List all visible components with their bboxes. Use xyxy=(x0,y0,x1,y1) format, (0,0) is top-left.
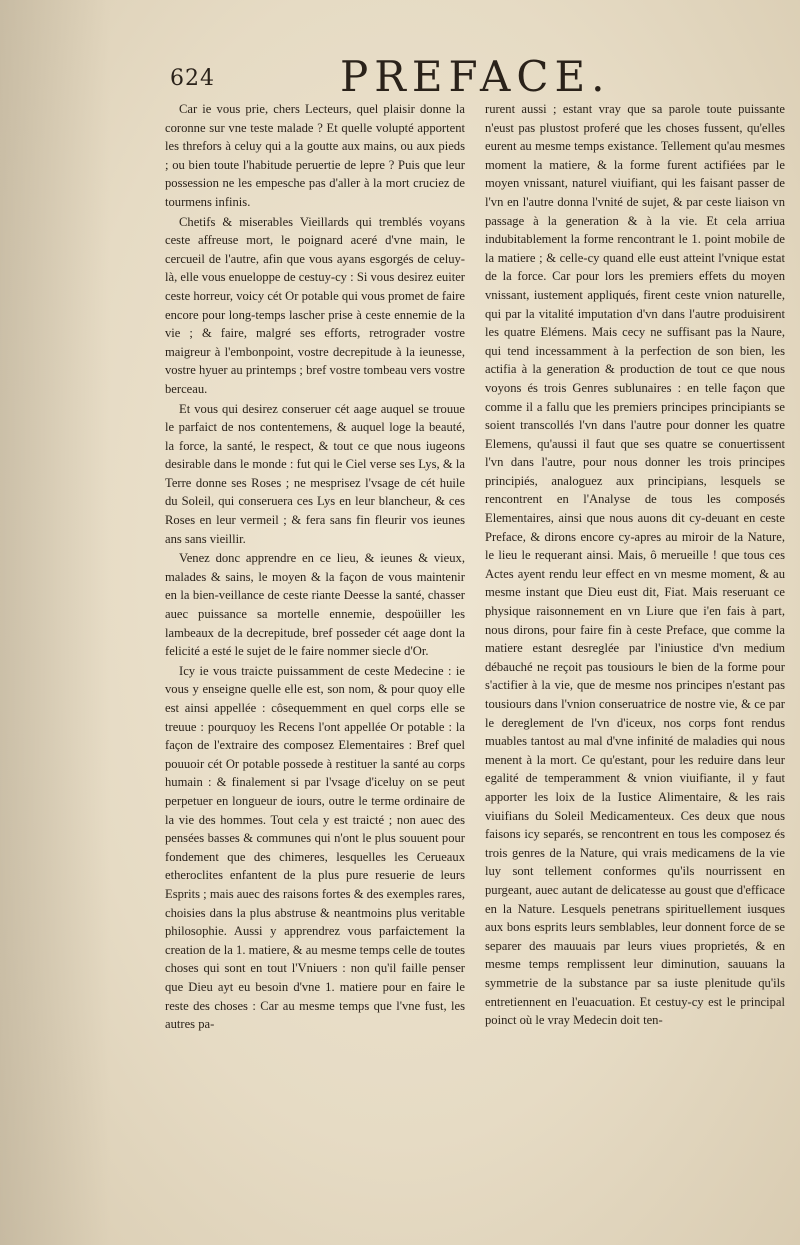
page-gutter-shadow xyxy=(0,0,110,1245)
running-title: PREFACE. xyxy=(340,52,611,101)
left-text-column xyxy=(165,100,465,1220)
page-header xyxy=(170,52,800,101)
paragraph: Venez donc apprendre en ce lieu, & ieunes & vieux, malades & sains, le moyen & la façon de vous maintenir en la bien-veillance de ceste riante Deesse la santé, chasser auec puissance sa mortelle ennemie, despoüiller les lambeaux de la decrepitude, bref posseder cét aage dont la felicité a esté le sujet de le faire nommer siecle d'Or. xyxy=(165,551,465,659)
paragraph: Et vous qui desirez conseruer cét aage auquel se trouue le parfaict de nos contentemens, & auquel loge la beauté, la force, la santé, le respect, & tout ce que nous iugeons desirable dans le monde : fut qui le Ciel verse ses Lys, & la Terre donne ses Roses ; ne mesprisez l'vsage de cét huile du Soleil, qui conseruera ces Lys en leur blancheur, & ces Roses en leur vermeil ; & fera sans fin fleurir vos ieunes ans sans vieillir. xyxy=(165,401,465,546)
paragraph: Chetifs & miserables Vieillards qui tremblés voyans ceste affreuse mort, le poignard aceré d'vne main, le cercueil de l'autre, afin que vous ayans esgorgés de celuy-là, elle vous enueloppe de cestuy-cy : Si vous desirez euiter ceste horreur, voicy cét Or potable qui vous promet de faire encore pour long-temps lascher prise à ceste ennemie de la vie ; & faire, malgré ses efforts, retrograder vostre maigreur à l'embonpoint, vostre decrepitude à la ieunesse, vostre hyuer au printemps ; bref vostre tombeau vers vostre berceau. xyxy=(165,214,465,396)
paragraph: Car ie vous prie, chers Lecteurs, quel plaisir donne la coronne sur vne teste malade ? Et quelle volupté apportent les threfors à celuy qui a la goutte aux mains, ou aux pieds ; ou bien toute l'habitude peruertie de lepre ? Puis que leur possession ne les empesche pas d'aller à la mort cruciez de tourmens infinis. xyxy=(165,102,465,209)
paragraph: rurent aussi ; estant vray que sa parole toute puissante n'eust pas plustost proferé que les choses fussent, qu'elles eurent au mesme temps existance. Tellement qu'au mesmes moment la matiere, & la forme furent actifiées par le moyen vnissant, naturel viuifiant, qui les faisant passer de l'vn en l'autre donna l'vnité de sujet, & par ceste liaison vn passage à la generation & à la vie. Et cela arriua indubitablement la forme rencontrant le 1. point mobile de la matiere ; & celle-cy quand elle eust atteint l'vnique estat de la force. Car pour lors les premiers effets du moyen vnissant, iustement appliqués, firent ceste vnion naturelle, qui par la vitalité imputation d'vn dans l'autre produisirent les quatre Elémens. Mais cecy ne suffisant pas la Naure, qui tend incessamment à la perfection de son bien, les actifia à la generation & production de tout ce que nous voyons és trois Genres sublunaires : en telle façon que comme il a fallu que les premiers principes principiants se soient transcollés l'vn dans l'autre pour donner les quatre Elemens, qu'aussi il faut que ses quatre se conuertissent l'vn dans l'autre, pour nous donner les trois principes principiés, analoguez aux principians, lesquels se rencontrent en l'Analyse de tous les composés Elementaires, ainsi que nous auons dit cy-deuant en ceste Preface, & dirons encore cy-apres au miroir de la Nature, le lieu le requerant ainsi. Mais, ô merueille ! que tous ces Actes ayent rendu leur effect en vn mesme moment, & au mesme instant que Dieu eust dit, Fiat. Mais reseruant ce physique raisonnement en vn Liure que i'en fais à part, nous dirons, pour faire fin à ceste Preface, que comme la matiere estant desreglée par l'iniustice d'vn medium débauché ne reçoit pas tousiours le bien de la forme pour s'actifier à la vie, que de mesme nos principes n'estant pas tousiours dans l'vnion conseruatrice de nostre vie, & ce par le dereglement de l'vn d'iceux, nos corps font rendus muables tantost au mal d'vne infinité de maladies qui nous menent à la mort. Ce qu'estant, pour les reduire dans leur egalité de temperamment & vnion viuifiante, il y faut apporter les loix de la Iustice Alimentaire, & les rais viuifians du Soleil Medicamenteux. Ces deux que nous faisons icy separés, se rencontrent en tous les composez és trois genres de la Nature, qui vrais medicamens de la vie luy sont tellement conformes qu'ils nourrissent en purgeant, auec autant de delicatesse au goust que d'efficace en la Nature. Lesquels penetrans spirituellement iusques aux bons esprits leurs semblables, leur donnent force de se separer des mauuais par leurs viues proprietés, & en mesme temps remplissent leur diminution, sauuans la symmetrie de la substance par sa iuste plenitude qu'ils entretiennent en l'euacuation. Et cestuy-cy est le principal poinct où le vray Medecin doit ten- xyxy=(485,102,785,1028)
right-text-column xyxy=(485,100,785,1220)
paragraph: Icy ie vous traicte puissamment de ceste Medecine : ie vous y enseigne quelle elle est, son nom, & pour quoy elle est ainsi appellée : côsequemment en quel corps elle se treuue : pourquoy les Recens l'ont appellée Or potable : la façon de l'extraire des composez Elementaires : Bref quel pouuoir cét Or potable possede à restituer la santé au corps humain : & finalement si par l'vsage d'iceluy on se peut perpetuer en longueur de iours, outre le terme ordinaire de la vie des hommes. Tout cela y est traicté ; non auec des pensées basses & communes qui n'ont le plus souuent pour fondement que des chimeres, lesquelles les Cerueaux etheroclites enfantent de la plus pure resuerie de leurs Esprits ; mais auec des raisons fortes & des exemples rares, choisies dans la plus abstruse & neantmoins plus veritable philosophie. Aussi y apprendrez vous parfaictement la creation de la 1. matiere, & au mesme temps celle de toutes choses qui sont en tout l'Vniuers : non qu'il faille penser que Dieu ayt eu besoin d'vne 1. matiere pour en faire le reste des choses : Car au mesme temps que l'vne fust, les autres pa- xyxy=(165,663,465,1032)
page-number: 624 xyxy=(170,66,215,91)
